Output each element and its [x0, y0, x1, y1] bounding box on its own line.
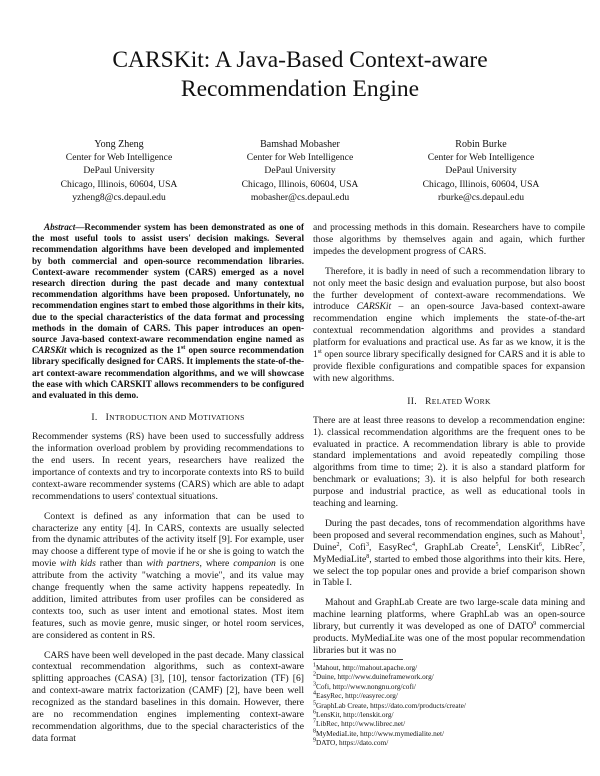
- footnote-rule: [313, 659, 403, 660]
- author-email: mobasher@cs.depaul.edu: [250, 191, 350, 203]
- footnotes: [313, 659, 585, 748]
- footnote: $^5$GraphLab Create, https://dato.com/products/create/: [313, 700, 466, 710]
- author-name: Bamshad Mobasher: [260, 139, 340, 150]
- left-column: [32, 222, 304, 745]
- paper-title: [0, 46, 600, 104]
- author-name: Yong Zheng: [94, 139, 144, 150]
- author-university: DePaul University: [445, 165, 517, 177]
- related-paragraph-2: During the past decades, tons of recommendation algorithms have been proposed and several recommendation engines, such as Mahout$^1$, Duine$^2$, Cofi$^3$, EasyRec$^4$, GraphLab Create$^5$, LensKit$^6$, LibRec$^7$, MyMediaLite$^8$, started to embed those algorithms into their kits. Here, we select the top popular ones and provide a brief comparison shown in Table I.: [313, 517, 585, 589]
- abstract: Abstract—Recommender system has been demonstrated as one of the most useful tools to assist users' decision makings. Several recommendation algorithms have been developed and implemented by both commercial and open-source recommendation libraries. Context-aware recommender system (CARS) emerged as a novel research direction during the past decade and many contextual recommendation algorithms have been proposed. Unfortunately, no recommendation engines start to embed those algorithms in their kits, due to the special characteristics of the data format and processing methods in the domain of CARS. This paper introduces an open-source Java-based context-aware recommendation engine named as CARSKit which is recognized as the 1st open source recommendation library specifically designed for CARS. It implements the state-of-the-art context-aware recommendation algorithms, and we will showcase the ease with which CARSKIT allows recommenders to be configured and evaluated in this demo.: [32, 222, 304, 401]
- right-column: [313, 222, 585, 657]
- author-location: Chicago, Illinois, 60604, USA: [422, 178, 540, 190]
- footnote: $^3$Cofi, http://www.nongnu.org/cofi/: [313, 681, 416, 691]
- title-line-2: Recommendation Engine: [180, 76, 420, 102]
- carskit-name: CARSKit: [356, 301, 392, 313]
- author-block: [34, 138, 566, 204]
- intro-paragraph-4: Therefore, it is badly in need of such a recommendation library to not only meet the basic design and evaluation purpose, but also boost the further development of context-aware recommendations. We introduce CARSKit – an open-source Java-based context-aware recommendation engine which implements the state-of-the-art contextual recommendation algorithms and provides a standard platform for evaluations and practical use. As far as we know, it is the 1st open source library specifically designed for CARS and it is able to provide flexible configurations and compatible spaces for expansion with new algorithms.: [313, 265, 585, 384]
- carskit-name: CARSKit: [32, 345, 67, 356]
- title-line-1: CARSKit: A Java-Based Context-aware: [112, 47, 488, 73]
- section-heading-related-work: II. RELATED WORK: [407, 395, 491, 407]
- footnote: $^4$EasyRec, http://easyrec.org/: [313, 690, 398, 701]
- related-paragraph-3: Mahout and GraphLab Create are two large-scale data mining and machine learning platforms, where GraphLab was an open-source library, but currently it was developed as one of DATO$^9$ commercial products. MyMediaLite was one of the most popular recommendation libraries but it was no: [313, 597, 585, 656]
- footnote: $^8$MyMediaLite, http://www.mymedialite.net/: [313, 728, 445, 738]
- footnote: $^1$Mahout, http://mahout.apache.org/: [313, 662, 418, 672]
- author-university: DePaul University: [83, 165, 155, 177]
- section-heading-introduction: I. INTRODUCTION AND MOTIVATIONS: [91, 412, 245, 424]
- intro-paragraph-3: CARS have been well developed in the past decade. Many classical contextual recommendation algorithms, such as context-aware splitting approaches (CASA) [3], [10], tensor factorization (TF) [6] and context-aware matrix factorization (CAMF) [2], have been well recognized as the standard baselines in this domain. However, there are no recommendation engines implementing context-aware recommendation algorithms, due to the special characteristics of the data format: [32, 649, 304, 744]
- author-location: Chicago, Illinois, 60604, USA: [241, 178, 359, 190]
- author-3: [396, 138, 566, 204]
- footnote: $^2$Duine, http://www.duineframework.org/: [313, 671, 434, 682]
- author-location: Chicago, Illinois, 60604, USA: [60, 178, 178, 190]
- footnote: $^9$DATO, https://dato.com/: [313, 737, 389, 748]
- abstract-label: Abstract: [44, 222, 76, 232]
- author-university: DePaul University: [264, 165, 336, 177]
- author-affiliation: Center for Web Intelligence: [427, 152, 535, 164]
- author-email: rburke@cs.depaul.edu: [437, 191, 525, 203]
- author-1: [34, 138, 204, 204]
- intro-paragraph-2: Context is defined as any information that can be used to characterize any entity [4]. In CARS, contexts are usually selected from the dynamic attributes of the activity itself [9]. For example, user may choose a different type of movie if he or she is going to watch the movie with kids rather than with partners, where companion is one attribute from the activity "watching a movie", and its value may change frequently when the same activity happens repeatedly. In addition, limited attributes from user profiles can be considered as contexts too, such as user intent and emotional states. Most item features, such as movie genre, music singer, or hotel room services, are considered as content in RS.: [32, 510, 304, 641]
- intro-paragraph-continued: and processing methods in this domain. Researchers have to compile those algorithms by themselves again and again, which further impedes the development progress of CARS.: [313, 222, 585, 257]
- related-paragraph-1: There are at least three reasons to develop a recommendation engine: 1). classical recommendation algorithms are the frequent ones to be evaluated in practice. A recommendation library is able to provide standard implementations and avoid repeatedly compiling those algorithms from time to time; 2). it is also a standard platform for benchmark or evaluations; 3). it is also helpful for both research purpose and industrial practice, as well as educational tools in teaching and learning.: [313, 414, 585, 510]
- author-affiliation: Center for Web Intelligence: [65, 152, 173, 164]
- author-affiliation: Center for Web Intelligence: [246, 152, 354, 164]
- intro-paragraph-1: Recommender systems (RS) have been used to successfully address the information overload problem by providing recommendations to the end users. In recent years, researchers have realized the importance of contexts and try to incorporate contexts into RS to build context-aware recommender systems (CARS) which are able to adapt recommendations to users' contextual situations.: [32, 431, 304, 502]
- author-name: Robin Burke: [455, 139, 507, 150]
- footnote: $^6$LensKit, http://lenskit.org/: [313, 709, 394, 720]
- author-email: yzheng8@cs.depaul.edu: [72, 191, 166, 203]
- footnote: $^7$LibRec, http://www.librec.net/: [313, 719, 406, 729]
- author-2: [215, 138, 385, 204]
